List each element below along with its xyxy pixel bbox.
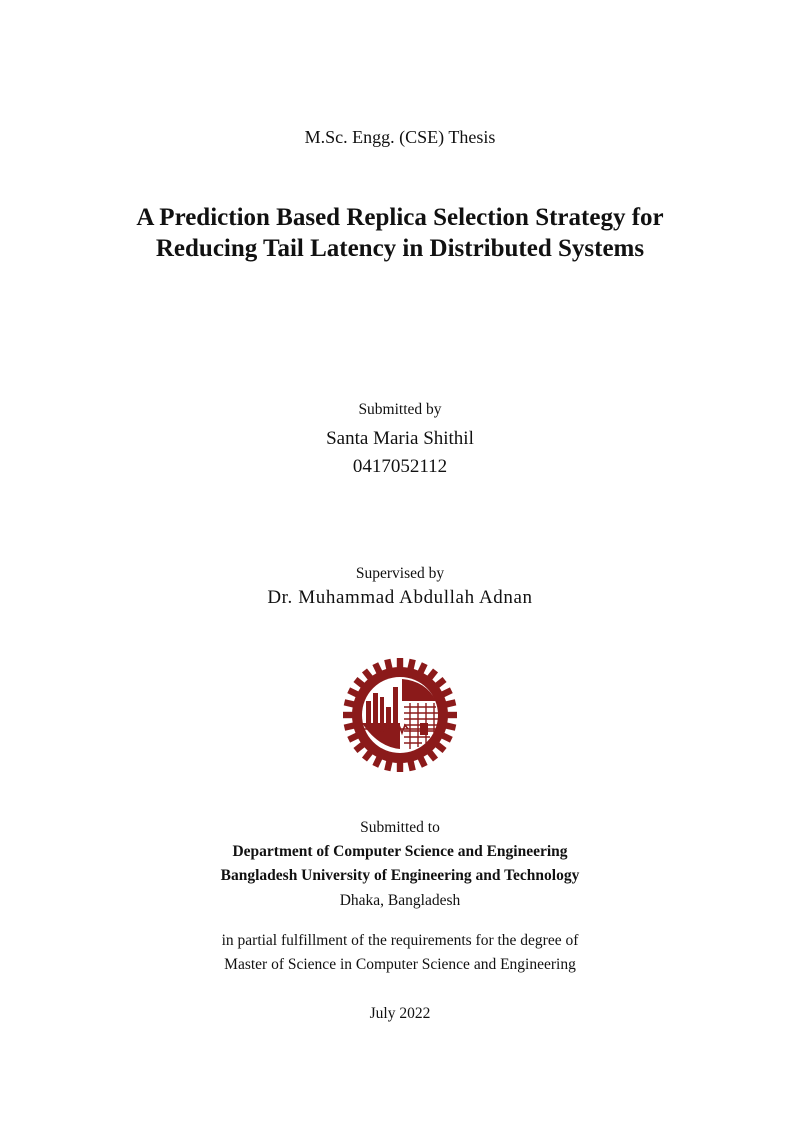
university-logo <box>342 657 458 773</box>
seal-chip <box>420 723 428 735</box>
degree-label: M.Sc. Engg. (CSE) Thesis <box>304 127 496 147</box>
seal-bar <box>393 687 398 723</box>
university-name: Bangladesh University of Engineering and Technology <box>220 867 580 884</box>
submission-date: July 2022 <box>369 1005 431 1022</box>
seal-bar <box>380 697 384 723</box>
city-country: Dhaka, Bangladesh <box>339 892 461 909</box>
seal-bar <box>366 701 371 723</box>
supervisor-name: Dr. Muhammad Abdullah Adnan <box>267 587 533 608</box>
supervised-by-label: Supervised by <box>355 565 445 582</box>
department-name: Department of Computer Science and Engineering <box>232 843 568 860</box>
submitted-to-label: Submitted to <box>360 819 440 836</box>
author-name: Santa Maria Shithil <box>326 428 474 449</box>
fulfillment-line-2: Master of Science in Computer Science and Engineering <box>224 956 576 973</box>
thesis-title-line-2: Reducing Tail Latency in Distributed Systems <box>155 235 645 262</box>
university-gear-seal-icon <box>342 657 458 773</box>
fulfillment-line-1: in partial fulfillment of the requirements for the degree of <box>221 932 579 949</box>
thesis-title-line-1: A Prediction Based Replica Selection Strategy for <box>136 204 664 231</box>
student-id: 0417052112 <box>352 456 448 477</box>
seal-bar <box>386 707 391 723</box>
seal-bar <box>373 693 378 723</box>
submitted-by-label: Submitted by <box>358 401 442 418</box>
